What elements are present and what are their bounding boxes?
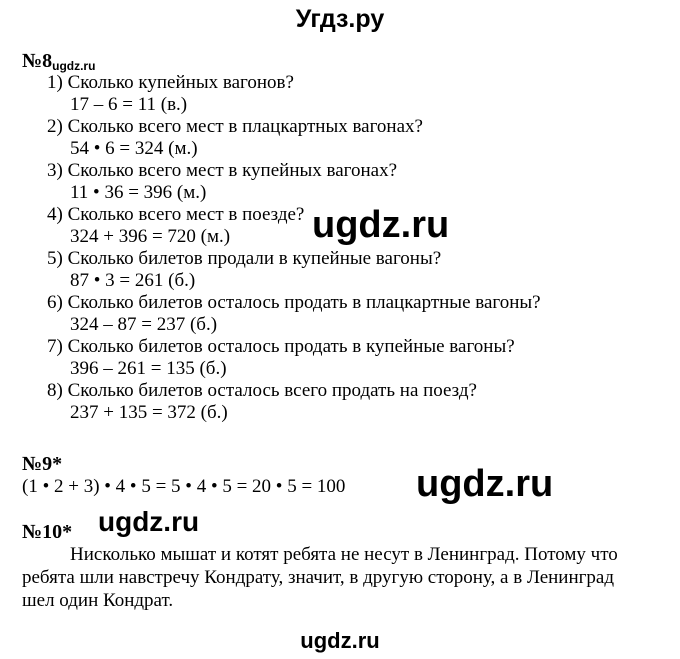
task9-expression: (1 • 2 + 3) • 4 • 5 = 5 • 4 • 5 = 20 • 5 = 100: [22, 476, 346, 497]
task8-a3: 11 • 36 = 396 (м.): [70, 182, 207, 203]
task8-q3: 3) Сколько всего мест в купейных вагонах?: [47, 160, 398, 181]
site-title: Угдз.ру: [295, 5, 385, 33]
task8-a5: 87 • 3 = 261 (б.): [70, 270, 196, 291]
task8-q2: 2) Сколько всего мест в плацкартных вагонах?: [47, 116, 423, 137]
watermark-footer: ugdz.ru: [300, 628, 380, 653]
watermark-task9: ugdz.ru: [416, 463, 554, 505]
task8-a6: 324 – 87 = 237 (б.): [70, 314, 218, 335]
watermark-mid: ugdz.ru: [312, 204, 450, 246]
task8-q6: 6) Сколько билетов осталось продать в плацкартные вагоны?: [47, 292, 541, 313]
task8-heading: №8: [22, 50, 53, 72]
task9-heading: №9*: [22, 453, 63, 475]
heading-watermark: ugdz.ru: [52, 59, 96, 73]
task8-a1: 17 – 6 = 11 (в.): [70, 94, 188, 115]
watermark-task10: ugdz.ru: [98, 506, 200, 537]
task10-text-line-3: шел один Кондрат.: [22, 590, 174, 611]
task8-a7: 396 – 261 = 135 (б.): [70, 358, 227, 379]
task10-text-line-2: ребята шли навстречу Кондрату, значит, в другую сторону, а в Ленинград: [22, 567, 615, 588]
task8-q1: 1) Сколько купейных вагонов?: [47, 72, 294, 93]
task8-heading-row: [22, 50, 95, 74]
task8-a8: 237 + 135 = 372 (б.): [70, 402, 228, 423]
task8-q8: 8) Сколько билетов осталось всего продать на поезд?: [47, 380, 477, 401]
task10-text-line-1: Нисколько мышат и котят ребята не несут в Ленинград. Потому что: [70, 544, 618, 565]
task10-heading: №10*: [22, 521, 73, 543]
task8-q5: 5) Сколько билетов продали в купейные вагоны?: [47, 248, 442, 269]
task8-a2: 54 • 6 = 324 (м.): [70, 138, 198, 159]
task8-q4: 4) Сколько всего мест в поезде?: [47, 204, 305, 225]
task8-a4: 324 + 396 = 720 (м.): [70, 226, 231, 247]
task8-q7: 7) Сколько билетов осталось продать в купейные вагоны?: [47, 336, 515, 357]
